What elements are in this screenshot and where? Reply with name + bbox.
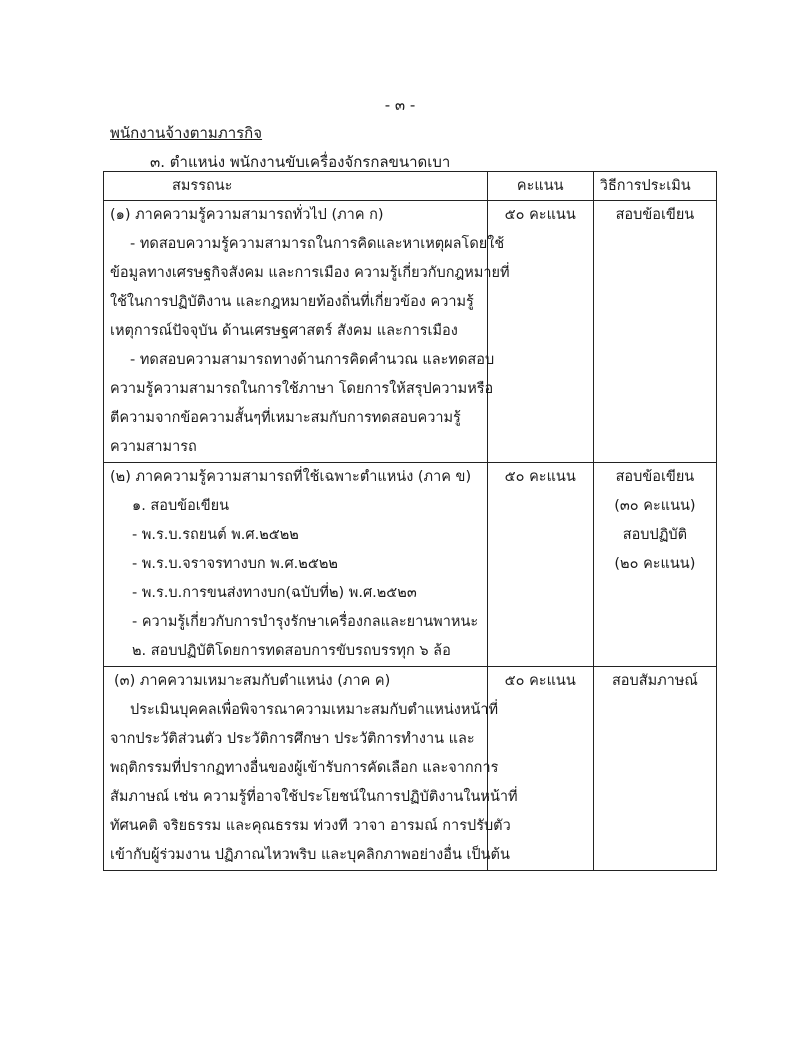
- part2-method-cell: [593, 463, 716, 667]
- position-title: ๓. ตำแหน่ง พนักงานขับเครื่องจักรกลขนาดเบา: [150, 153, 451, 171]
- part3-line: เข้ากับผู้ร่วมงาน ปฏิภาณไหวพริบ และบุคลิกภาพอย่างอื่น เป็นต้น: [110, 847, 510, 863]
- part3-title: (๓) ภาคความเหมาะสมกับตำแหน่ง (ภาค ค): [114, 673, 391, 689]
- part2-sub-practical: ๒. สอบปฏิบัติโดยการทดสอบการขับรถบรรทุก ๖ ล้อ: [132, 643, 451, 659]
- part3-method: สอบสัมภาษณ์: [611, 673, 698, 689]
- part3-line: พฤติกรรมที่ปรากฏทางอื่นของผู้เข้ารับการคัดเลือก และจากการ: [110, 760, 499, 776]
- part2-score-cell: [487, 463, 593, 667]
- part1-line: ตีความจากข้อความสั้นๆที่เหมาะสมกับการทดสอบความรู้: [110, 410, 461, 426]
- table-row-part3: [104, 667, 717, 871]
- part1-line: - ทดสอบความรู้ความสามารถในการคิดและหาเหตุผลโดยใช้: [130, 236, 505, 252]
- table-header-row: [104, 172, 717, 201]
- part2-item: - ความรู้เกี่ยวกับการบำรุงรักษาเครื่องกลและยานพาหนะ: [132, 614, 479, 630]
- evaluation-table: [103, 171, 717, 871]
- part3-line: ประเมินบุคคลเพื่อพิจารณาความเหมาะสมกับตำแหน่งหน้าที่: [130, 702, 499, 718]
- part2-title: (๒) ภาคความรู้ความสามารถที่ใช้เฉพาะตำแหน่ง (ภาค ข): [110, 469, 472, 485]
- part1-line: เหตุการณ์ปัจจุบัน ด้านเศรษฐศาสตร์ สังคม และการเมือง: [110, 323, 458, 339]
- part1-line: - ทดสอบความสามารถทางด้านการคิดคำนวณ และทดสอบ: [130, 352, 495, 368]
- part2-method-line: (๒๐ คะแนน): [614, 556, 696, 572]
- part1-line: ข้อมูลทางเศรษฐกิจสังคม และการเมือง ความรู้เกี่ยวกับกฎหมายที่: [110, 265, 510, 281]
- part2-method-line: (๓๐ คะแนน): [614, 498, 696, 514]
- part3-score-cell: [487, 667, 593, 871]
- part1-title: (๑) ภาคความรู้ความสามารถทั่วไป (ภาค ก): [110, 207, 384, 223]
- part2-item: - พ.ร.บ.จราจรทางบก พ.ศ.๒๕๒๒: [132, 556, 338, 572]
- part3-method-cell: [593, 667, 716, 871]
- part1-line: ใช้ในการปฏิบัติงาน และกฎหมายท้องถิ่นที่เกี่ยวข้อง ความรู้: [110, 294, 474, 310]
- part1-line: ความรู้ความสามารถในการใช้ภาษา โดยการให้สรุปความหรือ: [110, 381, 494, 397]
- part2-score: ๕๐ คะแนน: [504, 469, 576, 485]
- part1-method-cell: [593, 201, 716, 463]
- part2-item: - พ.ร.บ.รถยนต์ พ.ศ.๒๕๒๒: [132, 527, 299, 543]
- part3-line: ทัศนคติ จริยธรรม และคุณธรรม ท่วงที วาจา อารมณ์ การปรับตัว: [110, 818, 511, 834]
- part1-score: ๕๐ คะแนน: [504, 207, 576, 223]
- part1-method: สอบข้อเขียน: [615, 207, 695, 223]
- part2-competency: [104, 463, 488, 667]
- header-method: วิธีการประเมิน: [593, 172, 716, 201]
- part3-line: สัมภาษณ์ เช่น ความรู้ที่อาจใช้ประโยชน์ในการปฏิบัติงานในหน้าที่: [110, 789, 518, 805]
- header-score: คะแนน: [487, 172, 593, 201]
- part2-sub-written: ๑. สอบข้อเขียน: [132, 498, 230, 514]
- part2-item: - พ.ร.บ.การขนส่งทางบก(ฉบับที่๒) พ.ศ.๒๕๒๓: [132, 585, 417, 601]
- part3-competency: [104, 667, 518, 871]
- header-competency: สมรรถนะ: [104, 172, 488, 201]
- table-row-part2: [104, 463, 717, 667]
- part2-method-line: สอบปฏิบัติ: [622, 527, 688, 543]
- part3-score: ๕๐ คะแนน: [504, 673, 576, 689]
- table-row-part1: [104, 201, 717, 463]
- part1-line: ความสามารถ: [110, 439, 197, 455]
- part1-competency: [104, 201, 510, 463]
- page-number: - ๓ -: [384, 96, 416, 114]
- section-heading: พนักงานจ้างตามภารกิจ: [110, 124, 263, 142]
- part3-line: จากประวัติส่วนตัว ประวัติการศึกษา ประวัติการทำงาน และ: [110, 731, 475, 747]
- part2-method-line: สอบข้อเขียน: [615, 469, 695, 485]
